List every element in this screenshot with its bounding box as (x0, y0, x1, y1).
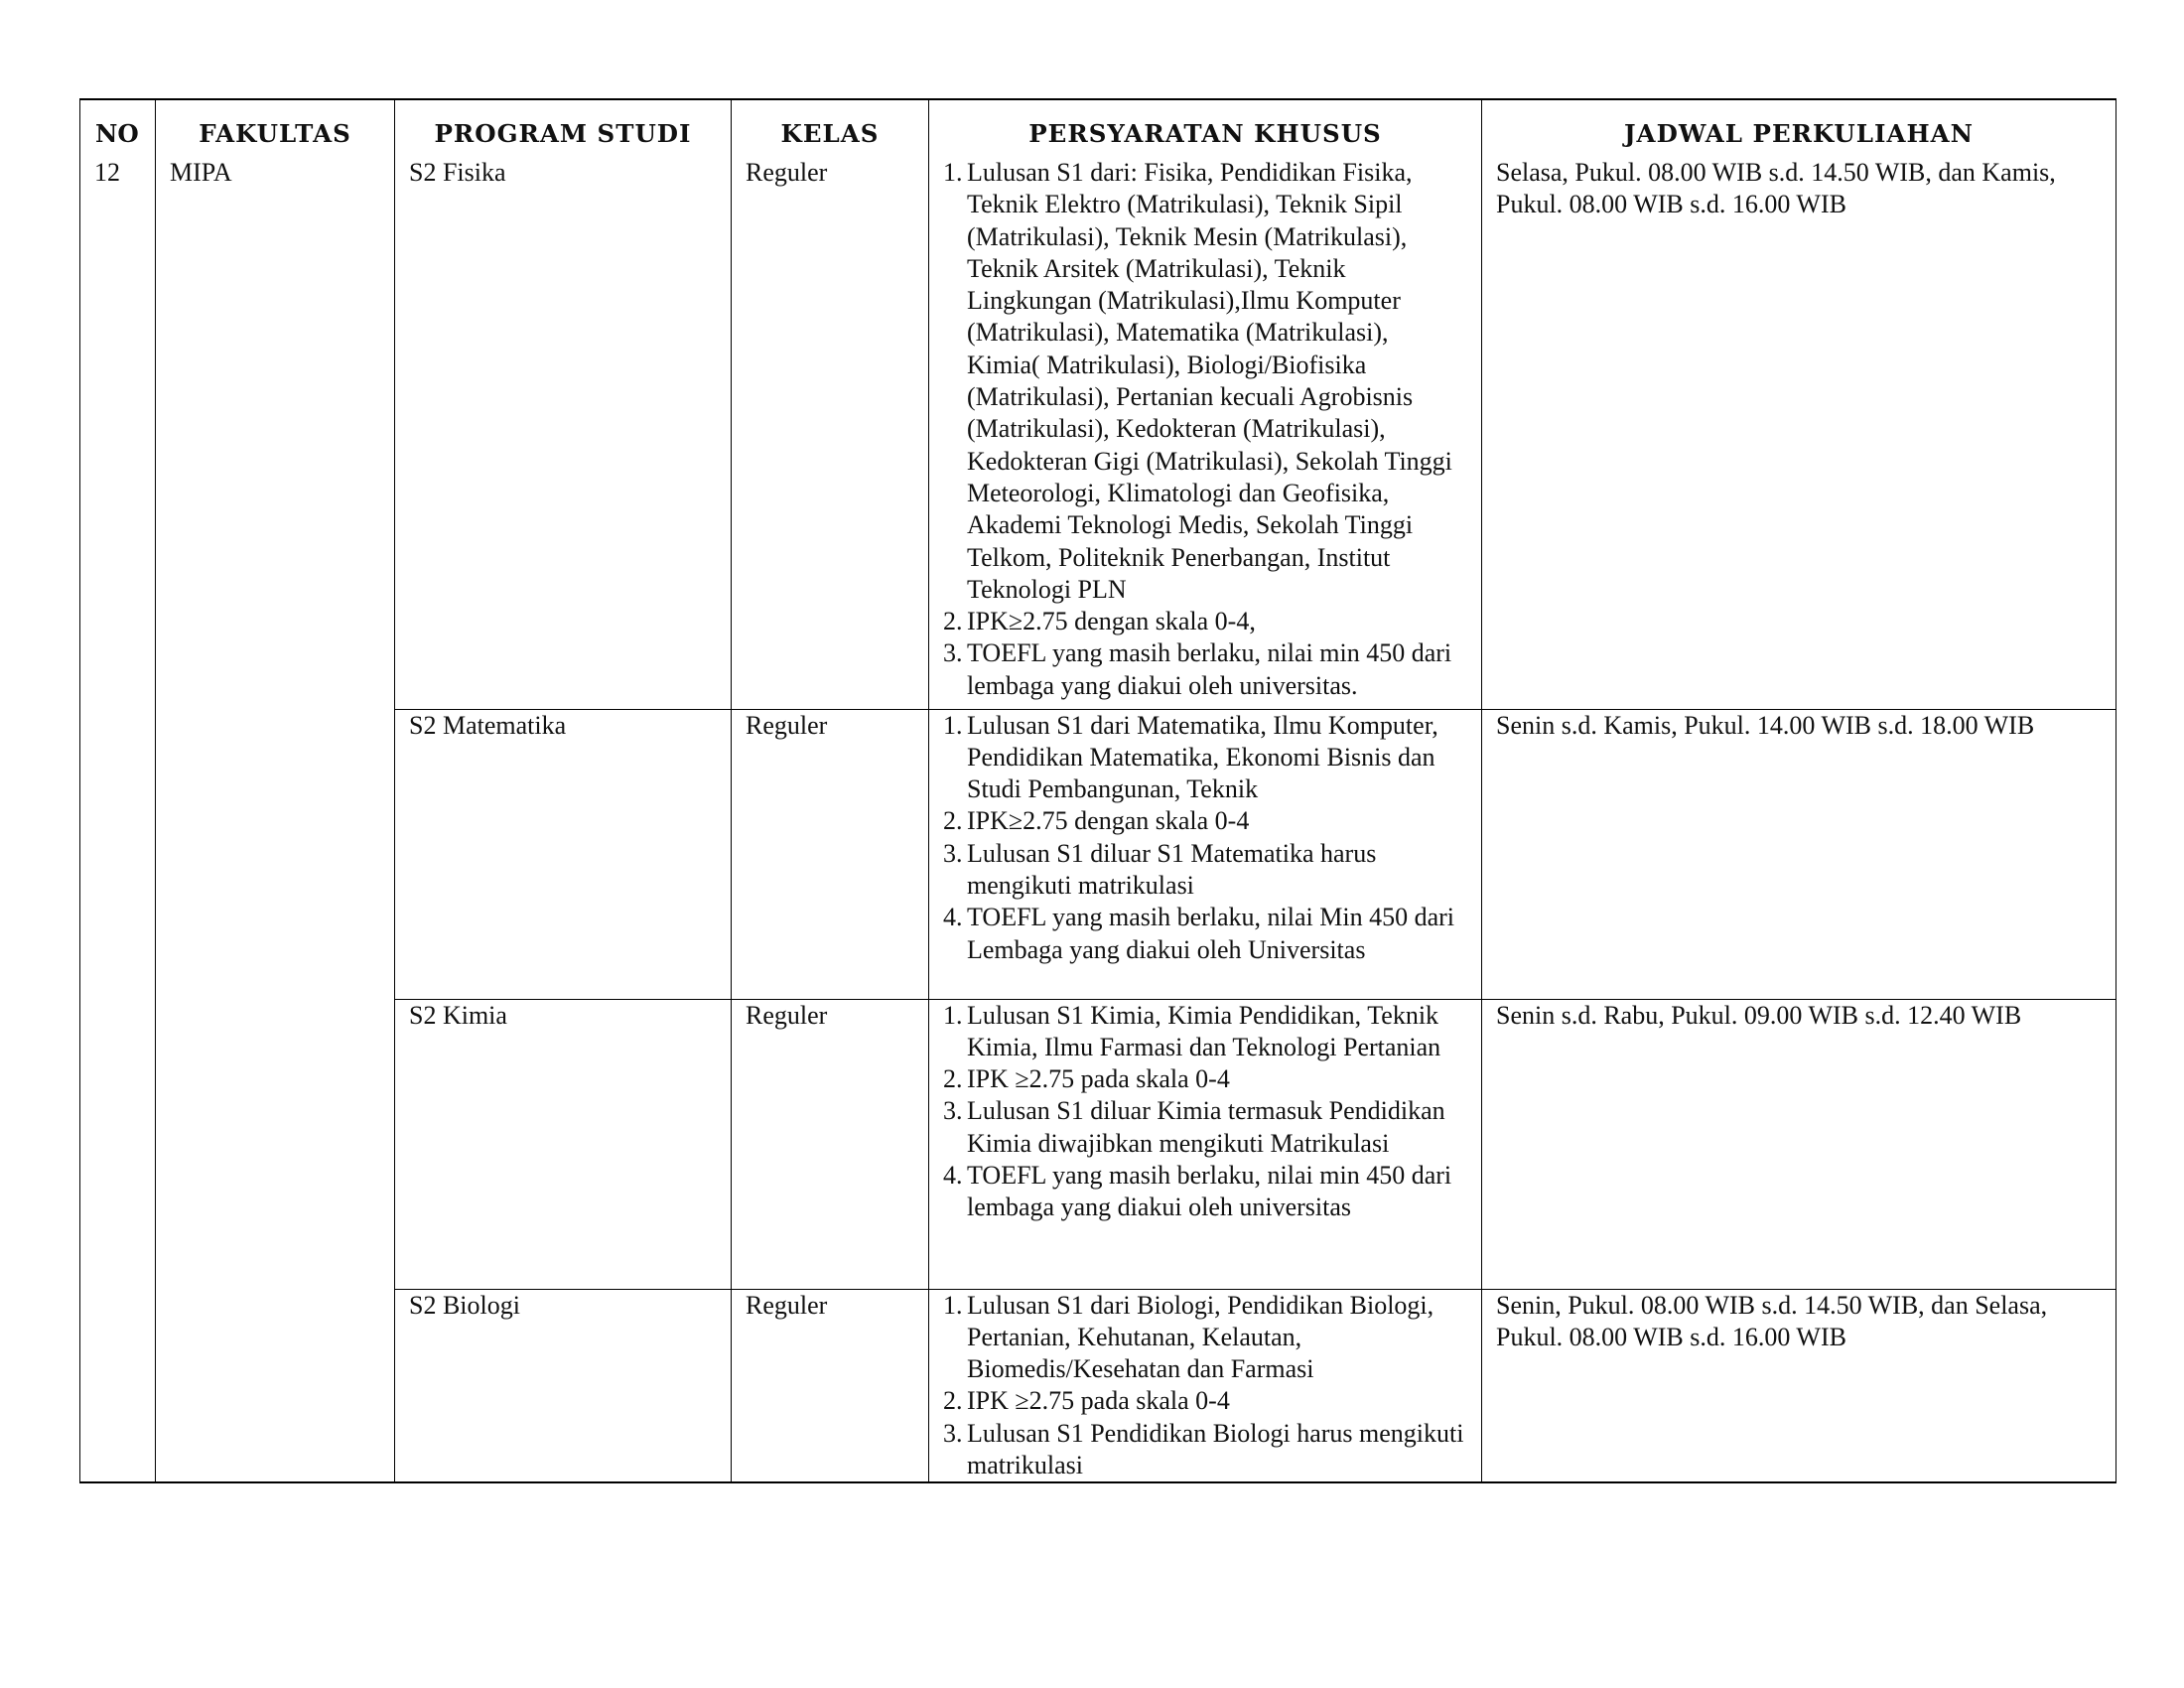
requirement-item: 2. IPK≥2.75 dengan skala 0-4, (943, 607, 1256, 636)
header-jadwal-perkuliahan: JADWAL PERKULIAHAN (1482, 99, 2116, 157)
program-studi-cell: S2 Biologi (395, 1289, 732, 1482)
requirement-item: 1. Lulusan S1 dari Matematika, Ilmu Komputer, Pendidikan Matematika, Ekonomi Bisnis dan Studi Pembangunan, Teknik (943, 710, 1438, 804)
kelas-cell: Reguler (732, 709, 929, 999)
requirement-item: 1. Lulusan S1 Kimia, Kimia Pendidikan, Teknik Kimia, Ilmu Farmasi dan Teknologi Pertanian (943, 1000, 1441, 1061)
program-studi-cell: S2 Kimia (395, 999, 732, 1289)
program-studi-cell: S2 Fisika (395, 157, 732, 709)
program-requirements-table (79, 98, 2116, 1483)
header-kelas: KELAS (732, 99, 929, 157)
fakultas-text: MIPA (170, 158, 232, 187)
requirements-list (943, 710, 1467, 966)
requirement-item: 2. IPK≥2.75 dengan skala 0-4 (943, 806, 1250, 836)
requirement-item: 1. Lulusan S1 dari: Fisika, Pendidikan Fisika, Teknik Elektro (Matrikulasi), Teknik Sipil (Matrikulasi), Teknik Mesin (Matrikulasi), Teknik Arsitek (Matrikulasi), Teknik Lingkungan (Matrikulasi),Ilmu Komputer (Matrikulasi), Matematika (Matrikulasi), Kimia( Matrikulasi), Biologi/Biofisika (Matrikulasi), Pertanian kecuali Agrobisnis (Matrikulasi), Kedokteran (Matrikulasi), Kedokteran Gigi (Matrikulasi), Sekolah Tinggi Meteorologi, Klimatologi dan Geofisika, Akademi Teknologi Medis, Sekolah Tinggi Telkom, Politeknik Penerbangan, Institut Teknologi PLN (943, 158, 1452, 604)
row-number (80, 157, 156, 1482)
kelas-cell: Reguler (732, 157, 929, 709)
requirements-list (943, 157, 1467, 702)
requirement-item: 4. TOEFL yang masih berlaku, nilai Min 450 dari Lembaga yang diakui oleh Universitas (943, 903, 1455, 964)
row-number-text: 12 (94, 158, 120, 187)
jadwal-cell: Senin s.d. Rabu, Pukul. 09.00 WIB s.d. 12.40 WIB (1482, 999, 2116, 1289)
requirement-item: 3. Lulusan S1 diluar S1 Matematika harus mengikuti matrikulasi (943, 838, 1377, 900)
requirement-item: 3. Lulusan S1 diluar Kimia termasuk Pendidikan Kimia diwajibkan mengikuti Matrikulasi (943, 1096, 1445, 1158)
header-row (80, 99, 2116, 157)
program-studi-cell: S2 Matematika (395, 709, 732, 999)
persyaratan-cell (929, 999, 1482, 1289)
jadwal-cell: Selasa, Pukul. 08.00 WIB s.d. 14.50 WIB, dan Kamis, Pukul. 08.00 WIB s.d. 16.00 WIB (1482, 157, 2116, 709)
requirement-item: 2. IPK ≥2.75 pada skala 0-4 (943, 1064, 1230, 1094)
kelas-cell: Reguler (732, 999, 929, 1289)
header-fakultas: FAKULTAS (156, 99, 395, 157)
requirement-item: 3. TOEFL yang masih berlaku, nilai min 450 dari lembaga yang diakui oleh universitas. (943, 638, 1452, 700)
table-row (80, 157, 2116, 709)
jadwal-cell: Senin, Pukul. 08.00 WIB s.d. 14.50 WIB, dan Selasa, Pukul. 08.00 WIB s.d. 16.00 WIB (1482, 1289, 2116, 1482)
kelas-cell: Reguler (732, 1289, 929, 1482)
requirement-item: 4. TOEFL yang masih berlaku, nilai min 450 dari lembaga yang diakui oleh universitas (943, 1160, 1452, 1222)
requirement-item: 3. Lulusan S1 Pendidikan Biologi harus mengikuti matrikulasi (943, 1418, 1464, 1479)
requirements-list (943, 1000, 1467, 1224)
requirement-item: 1. Lulusan S1 dari Biologi, Pendidikan Biologi, Pertanian, Kehutanan, Kelautan, Biomedis/Kesehatan dan Farmasi (943, 1290, 1434, 1384)
header-program-studi: PROGRAM STUDI (395, 99, 732, 157)
persyaratan-cell (929, 709, 1482, 999)
persyaratan-cell (929, 1289, 1482, 1482)
header-no: NO (80, 99, 156, 157)
persyaratan-cell (929, 157, 1482, 709)
requirement-item: 2. IPK ≥2.75 pada skala 0-4 (943, 1386, 1230, 1416)
fakultas-cell (156, 157, 395, 1482)
jadwal-cell: Senin s.d. Kamis, Pukul. 14.00 WIB s.d. 18.00 WIB (1482, 709, 2116, 999)
header-persyaratan-khusus: PERSYARATAN KHUSUS (929, 99, 1482, 157)
requirements-list (943, 1290, 1467, 1482)
